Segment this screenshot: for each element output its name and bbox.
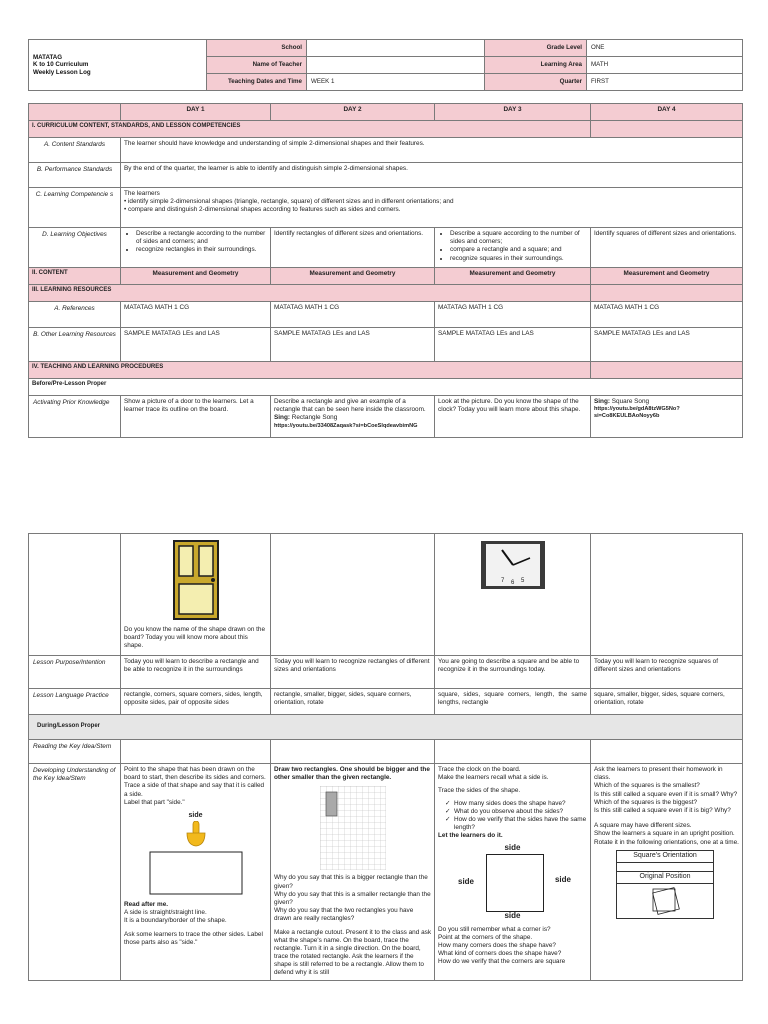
section-procedures: IV. TEACHING AND LEARNING PROCEDURES xyxy=(29,362,591,379)
list-item: ✓ What do you observe about the sides? xyxy=(454,808,587,816)
performance-standards-text: By the end of the quarter, the learner is able to identify and distinguish simple 2-dimensional shapes. xyxy=(121,163,743,188)
learning-area-value: MATH xyxy=(587,57,743,74)
purpose-label: Lesson Purpose/Intention xyxy=(29,656,121,689)
dev-text: Why do you say that this is a smaller rectangle than the given? xyxy=(274,890,431,906)
corner-cell xyxy=(29,104,121,121)
competency-item: • compare and distinguish 2-dimensional shapes according to features such as sides and corners. xyxy=(124,206,401,214)
dev-text: How do we verify that the corners are square xyxy=(438,958,566,966)
content-standards-label: A. Content Standards xyxy=(29,138,121,163)
activating-day-1: Show a picture of a door to the learners. Let a learner trace its outline on the board. xyxy=(121,396,271,438)
dev-text: What kind of corners does the shape have? xyxy=(438,950,562,958)
day-4-header: DAY 4 xyxy=(591,104,743,121)
side-label-left: side xyxy=(458,876,475,886)
door-icon xyxy=(173,540,219,620)
dev-text: Make a rectangle cutout. Present it to the class and ask what the shape's name. On the board, trace the rectangle. Turn it in a single direction. On the board, trace the rotated rectangle. Ask the learners if the shape is still referred to be a rectangle. Allow them to defend why it is still xyxy=(274,928,432,977)
during-lesson-heading: During/Lesson Proper xyxy=(29,715,743,740)
competency-item: • identify simple 2-dimensional shapes (triangle, rectangle, square) of different sizes and in different orientations; and xyxy=(124,198,454,206)
learning-competencies-text xyxy=(121,188,743,228)
orientation-figure xyxy=(616,850,714,919)
dev-text: Trace a side of that shape and say that it is called a side. xyxy=(124,782,265,798)
square-song-link[interactable]: https://youtu.be/gdA8tzWG5No?si=Co8KEULBAoNoyy6b xyxy=(594,406,680,420)
list-item: • compare a rectangle and a square; and xyxy=(450,246,587,254)
dev-text: A side is straight/straight line. xyxy=(124,909,207,917)
developing-label: Developing Understanding of the Key Idea/Stem xyxy=(29,764,121,981)
sing-label: Sing: xyxy=(274,414,290,422)
developing-day-1 xyxy=(121,764,271,981)
dev-text: Do you still remember what a corner is? xyxy=(438,925,551,933)
developing-day-2 xyxy=(271,764,435,981)
content-day-3: Measurement and Geometry xyxy=(435,268,591,285)
dev-text: A square may have different sizes. xyxy=(594,822,692,830)
references-day-3: MATATAG MATH 1 CG xyxy=(435,302,591,328)
list-item: ✓ How do we verify that the sides have the same length? xyxy=(454,816,587,832)
learning-area-label: Learning Area xyxy=(485,57,587,74)
learning-objectives-label: D. Learning Objectives xyxy=(29,228,121,268)
clock-icon xyxy=(480,540,546,590)
song-title: Square Song xyxy=(611,398,650,405)
activating-day-4 xyxy=(591,396,743,438)
content-standards-text: The learner should have knowledge and understanding of simple 2-dimensional shapes and their features. xyxy=(121,138,743,163)
language-day-4: square, smaller, bigger, sides, square corners, orientation, rotate xyxy=(591,689,743,715)
dev-text: Ask the learners to present their homework in class. xyxy=(594,766,723,782)
dev-text: It is a boundary/border of the shape. xyxy=(124,917,227,925)
language-day-1: rectangle, corners, square corners, sides, length, opposite sides, pair of opposite sides xyxy=(121,689,271,715)
language-label: Lesson Language Practice xyxy=(29,689,121,715)
dev-text: Ask some learners to trace the other sides. Label those parts also as "side." xyxy=(124,930,263,946)
dev-text: Is this still called a square even if it is small? Why? xyxy=(594,790,738,798)
dev-bold-text: Draw two rectangles. One should be bigger and the other smaller than the given rectangle. xyxy=(274,766,430,782)
list-item: • Describe a rectangle according to the number of sides and corners; and xyxy=(136,230,267,246)
school-label: School xyxy=(207,40,307,57)
objectives-day-2: Identify rectangles of different sizes and orientations. xyxy=(271,228,435,268)
day-2-header: DAY 2 xyxy=(271,104,435,121)
day-1-header: DAY 1 xyxy=(121,104,271,121)
square-sides-figure xyxy=(438,843,587,921)
objectives-day-1 xyxy=(121,228,271,268)
dev-text: Which of the squares is the biggest? xyxy=(594,798,698,806)
before-lesson-heading: Before/Pre-Lesson Proper xyxy=(29,379,743,396)
read-after-me: Read after me. xyxy=(124,901,169,909)
developing-day-3 xyxy=(435,764,591,981)
other-resources-day-1: SAMPLE MATATAG LEs and LAS xyxy=(121,328,271,362)
door-question: Do you know the name of the shape drawn on the board? Today you will know more about this shape. xyxy=(124,626,266,650)
activating-day-3: Look at the picture. Do you know the shape of the clock? Today you will learn more about this shape. xyxy=(435,396,591,438)
reading-label: Reading the Key Idea/Stem xyxy=(29,740,121,764)
school-value xyxy=(307,40,485,57)
purpose-day-4: Today you will learn to recognize squares of different sizes and orientations xyxy=(591,656,743,689)
dev-text: Why do you say that this is a bigger rectangle than the given? xyxy=(274,874,428,890)
objectives-day-4: Identify squares of different sizes and orientations. xyxy=(591,228,743,268)
title-line-3: Weekly Lesson Log xyxy=(33,68,91,76)
performance-standards-label: B. Performance Standards xyxy=(29,163,121,188)
other-resources-day-4: SAMPLE MATATAG LEs and LAS xyxy=(591,328,743,362)
teaching-dates-label: Teaching Dates and Time xyxy=(207,74,307,91)
developing-day-4 xyxy=(591,764,743,981)
lesson-log-table-page-1 xyxy=(28,103,743,438)
purpose-day-3: You are going to describe a square and be able to recognize it in the surroundings today. xyxy=(435,656,591,689)
square-shape xyxy=(486,854,544,912)
objectives-day-3 xyxy=(435,228,591,268)
rectangle-song-link[interactable]: https://youtu.be/33408Zaqask?si=bCoeSlqdeavbimNG xyxy=(274,422,418,429)
list-item: • Describe a square according to the number of sides and corners; xyxy=(450,230,587,246)
list-item: ✓ How many sides does the shape have? xyxy=(454,800,587,808)
title-line-1: MATATAG xyxy=(33,53,63,61)
pointing-hand-icon xyxy=(183,821,209,847)
side-label-bottom: side xyxy=(504,910,521,920)
clock-cell xyxy=(435,534,591,656)
song-title: Rectangle Song xyxy=(291,414,338,422)
dev-text: Point at the corners of the shape. xyxy=(438,933,533,941)
grid-rectangle-figure xyxy=(320,786,386,870)
references-day-4: MATATAG MATH 1 CG xyxy=(591,302,743,328)
list-item: • recognize squares in their surroundings. xyxy=(450,255,587,263)
header-table xyxy=(28,39,743,91)
sing-label: Sing: xyxy=(594,398,610,405)
other-resources-day-2: SAMPLE MATATAG LEs and LAS xyxy=(271,328,435,362)
section-content: II. CONTENT xyxy=(29,268,121,285)
teacher-label: Name of Teacher xyxy=(207,57,307,74)
references-label: A. References xyxy=(29,302,121,328)
dev-text: How many corners does the shape have? xyxy=(438,941,556,949)
list-item: • recognize rectangles in their surroundings. xyxy=(136,246,267,254)
dev-text: Point to the shape that has been drawn on the board to start, then describe its sides and corners. xyxy=(124,766,266,782)
teaching-dates-value: WEEK 1 xyxy=(307,74,485,91)
lesson-log-table-page-2 xyxy=(28,533,743,981)
references-day-2: MATATAG MATH 1 CG xyxy=(271,302,435,328)
purpose-day-1: Today you will learn to describe a rectangle and be able to recognize it in the surroundings xyxy=(121,656,271,689)
dev-text: Label that part "side." xyxy=(124,798,185,806)
dev-text: Trace the clock on the board. xyxy=(438,766,521,773)
grade-level-value: ONE xyxy=(587,40,743,57)
quarter-value: FIRST xyxy=(587,74,743,91)
dev-text: Which of the squares is the smallest? xyxy=(594,782,700,790)
competencies-intro: The learners xyxy=(124,190,160,197)
grade-level-label: Grade Level xyxy=(485,40,587,57)
activating-day-2-text: Describe a rectangle and give an example of a rectangle that can be seen here inside the classroom. xyxy=(274,398,426,414)
section-curriculum: I. CURRICULUM CONTENT, STANDARDS, AND LESSON COMPETENCIES xyxy=(29,121,591,138)
content-day-1: Measurement and Geometry xyxy=(121,268,271,285)
dev-text: Show the learners a square in an upright position. Rotate it in the following orientations, one at a time. xyxy=(594,830,739,846)
references-day-1: MATATAG MATH 1 CG xyxy=(121,302,271,328)
section-learning-resources: III. LEARNING RESOURCES xyxy=(29,285,591,302)
side-label-top: side xyxy=(504,842,521,852)
content-day-4: Measurement and Geometry xyxy=(591,268,743,285)
orientation-caption: Original Position xyxy=(617,872,713,884)
content-day-2: Measurement and Geometry xyxy=(271,268,435,285)
log-title xyxy=(29,40,207,91)
clock-number: 5 xyxy=(520,578,524,584)
orientation-title: Square's Orientation xyxy=(617,851,713,863)
dev-text: Is this still called a square even if it is big? Why? xyxy=(594,806,731,814)
purpose-day-2: Today you will learn to recognize rectangles of different sizes and orientations xyxy=(271,656,435,689)
quarter-label: Quarter xyxy=(485,74,587,91)
side-label: side xyxy=(188,811,203,819)
let-learners: Let the learners do it. xyxy=(438,832,503,840)
side-figure xyxy=(124,812,267,895)
door-cell xyxy=(121,534,271,656)
other-resources-label: B. Other Learning Resources xyxy=(29,328,121,362)
language-day-3: square, sides, square corners, length, the same lengths, rectangle xyxy=(435,689,591,715)
language-day-2: rectangle, smaller, bigger, sides, square corners, orientation, rotate xyxy=(271,689,435,715)
dev-text: Trace the sides of the shape. xyxy=(438,787,521,795)
rectangle-shape xyxy=(149,851,243,895)
clock-number: 6 xyxy=(510,580,514,586)
dev-text: Make the learners recall what a side is. xyxy=(438,774,549,782)
activating-day-2 xyxy=(271,396,435,438)
activating-label: Activating Prior Knowledge xyxy=(29,396,121,438)
title-line-2: K to 10 Curriculum xyxy=(33,61,89,69)
rotated-square-icon xyxy=(617,884,713,918)
day-3-header: DAY 3 xyxy=(435,104,591,121)
dev-text: Why do you say that the two rectangles you have drawn are really rectangles? xyxy=(274,907,414,923)
other-resources-day-3: SAMPLE MATATAG LEs and LAS xyxy=(435,328,591,362)
side-label-right: side xyxy=(554,874,571,884)
clock-number: 7 xyxy=(500,578,504,584)
learning-competencies-label: C. Learning Competencie s xyxy=(29,188,121,228)
teacher-value xyxy=(307,57,485,74)
